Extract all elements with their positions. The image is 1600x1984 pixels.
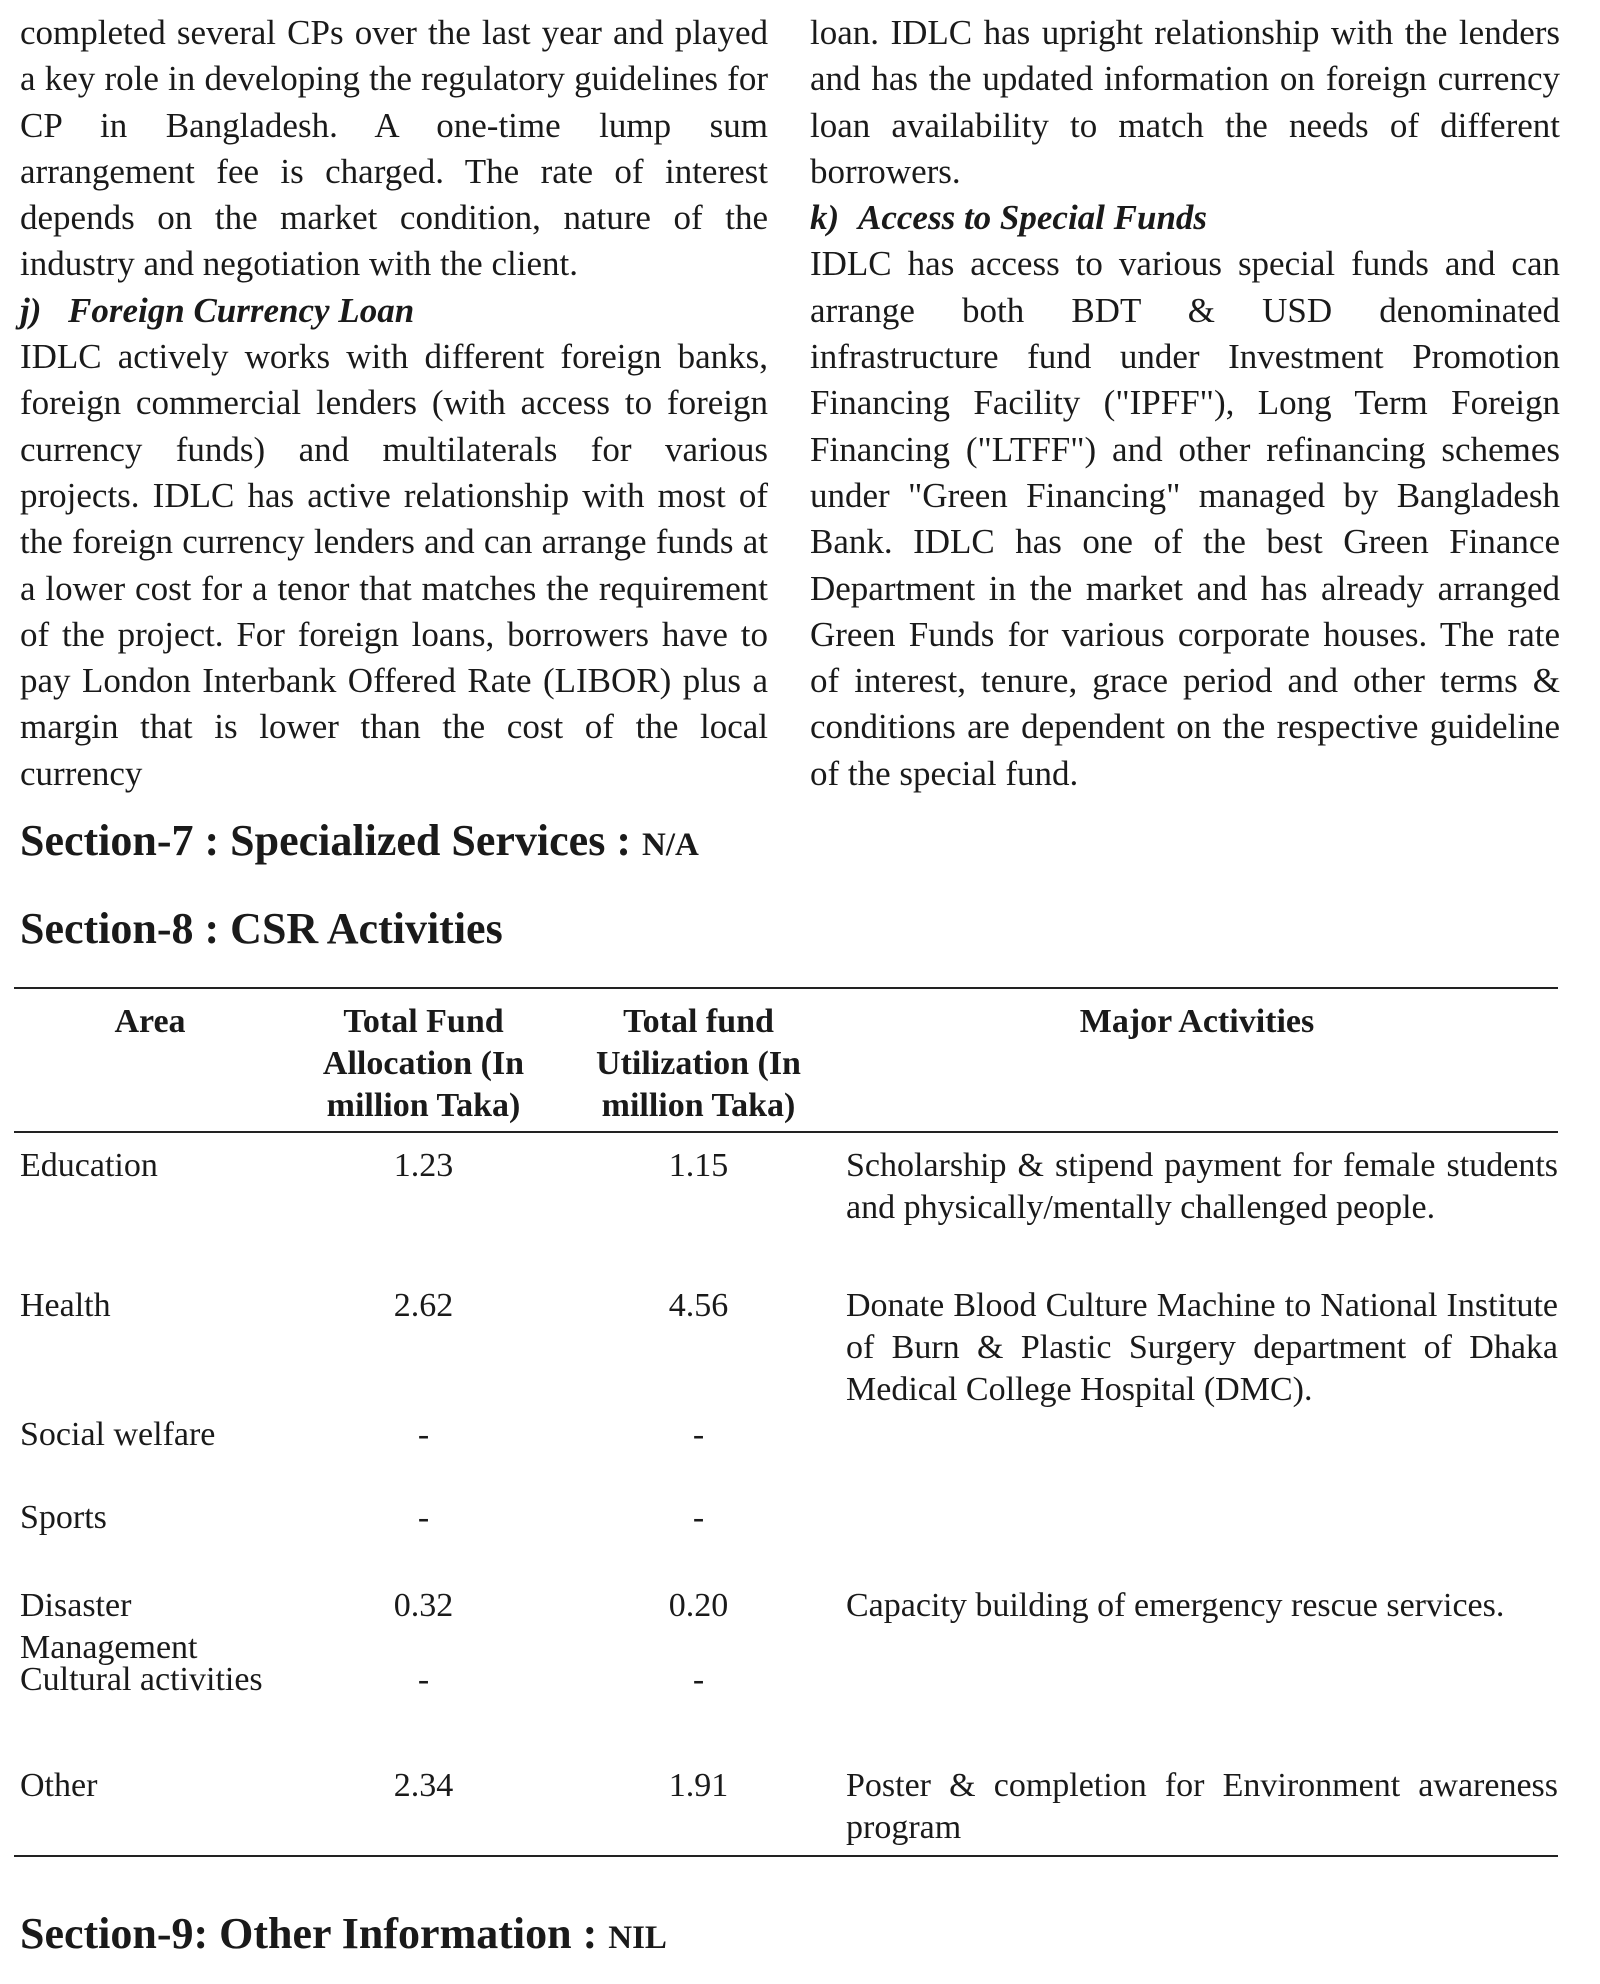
section-9-title: Section-9: Other Information : xyxy=(20,1909,609,1958)
header-area: Area xyxy=(114,1003,186,1040)
table-row xyxy=(14,1414,1558,1497)
subsection-title: Foreign Currency Loan xyxy=(68,290,415,330)
cell-utilization: 1.91 xyxy=(668,1767,729,1804)
foreign-currency-loan-paragraph: IDLC actively works with different foreign banks, foreign commercial lenders (with access to foreign currency funds) and multilaterals for various projects. IDLC has active relationship with most of the foreign currency lenders and can arrange funds at a lower cost for a tenor that matches the requirement of the project. For foreign loans, borrowers have to pay London Interbank Offered Rate (LIBOR) plus a margin that is lower than the cost of the local currency xyxy=(20,337,768,793)
cell-allocation: 2.62 xyxy=(393,1287,454,1324)
cell-allocation: - xyxy=(417,1661,430,1698)
cp-continuation-paragraph: completed several CPs over the last year and played a key role in developing the regulatory guidelines for CP in Bangladesh. A one-time lump sum arrangement fee is charged. The rate of interest depends on the market condition, nature of the industry and negotiation with the client. xyxy=(20,13,768,284)
cell-activities: Donate Blood Culture Machine to National Institute of Burn & Plastic Surgery department of Dhaka Medical College Hospital (DMC). xyxy=(846,1287,1558,1408)
table-row xyxy=(14,1497,1558,1585)
section-9-heading xyxy=(20,1909,667,1958)
cell-area: Cultural activities xyxy=(20,1661,263,1698)
cell-utilization: 1.15 xyxy=(668,1147,729,1184)
right-text-column xyxy=(810,10,1560,797)
csr-activities-table xyxy=(14,987,1558,1857)
section-9-value: NIL xyxy=(608,1920,667,1956)
header-major-activities: Major Activities xyxy=(1079,1003,1315,1040)
cell-activities: Poster & completion for Environment awareness program xyxy=(846,1767,1558,1846)
table-row xyxy=(14,1285,1558,1414)
cell-allocation: - xyxy=(417,1499,430,1536)
cell-allocation: 1.23 xyxy=(393,1147,454,1184)
special-funds-heading xyxy=(810,195,1560,241)
cell-activities xyxy=(836,1659,1558,1765)
cell-activities: Capacity building of emergency rescue services. xyxy=(846,1587,1505,1624)
section-7-title: Section-7 : Specialized Services : xyxy=(20,816,642,865)
table-row xyxy=(14,1133,1558,1285)
cell-area: Health xyxy=(20,1287,111,1324)
subsection-title: Access to Special Funds xyxy=(858,198,1208,238)
table-row xyxy=(14,1659,1558,1765)
cell-allocation: 0.32 xyxy=(393,1587,454,1624)
special-funds-paragraph: IDLC has access to various special funds and can arrange both BDT & USD denominated infrastructure fund under Investment Promotion Financing Facility ("IPFF"), Long Term Foreign Financing ("LTFF") and other refinancing schemes under "Green Financing" managed by Bangladesh Bank. IDLC has one of the best Green Finance Department in the market and has already arranged Green Funds for various corporate houses. The rate of interest, tenure, grace period and other terms & conditions are dependent on the respective guideline of the special fund. xyxy=(810,244,1560,793)
cell-area: Sports xyxy=(20,1499,107,1536)
cell-activities xyxy=(836,1497,1558,1585)
foreign-currency-loan-heading xyxy=(20,288,768,334)
subsection-label-k: k) xyxy=(810,198,840,238)
cell-area: Disaster Management xyxy=(20,1587,198,1666)
header-fund-allocation: Total Fund Allocation (In million Taka) xyxy=(322,1003,525,1124)
cell-area: Education xyxy=(20,1147,158,1184)
table-header-row xyxy=(14,989,1558,1133)
cell-activities: Scholarship & stipend payment for female students and physically/mentally challenged people. xyxy=(846,1147,1558,1226)
header-fund-utilization: Total fund Utilization (In million Taka) xyxy=(596,1003,801,1124)
cell-allocation: 2.34 xyxy=(393,1767,454,1804)
cell-utilization: 4.56 xyxy=(668,1287,729,1324)
section-7-heading xyxy=(20,816,699,865)
table-row xyxy=(14,1585,1558,1666)
subsection-label-j: j) xyxy=(20,290,42,330)
cell-area: Social welfare xyxy=(20,1416,216,1453)
cell-activities xyxy=(836,1414,1558,1497)
foreign-loan-continuation-paragraph: loan. IDLC has upright relationship with the lenders and has the updated information on foreign currency loan availability to match the needs of different borrowers. xyxy=(810,13,1560,191)
cell-utilization: - xyxy=(692,1416,705,1453)
cell-utilization: 0.20 xyxy=(668,1587,729,1624)
cell-allocation: - xyxy=(417,1416,430,1453)
cell-utilization: - xyxy=(692,1499,705,1536)
cell-utilization: - xyxy=(692,1661,705,1698)
section-8-title: Section-8 : CSR Activities xyxy=(20,904,503,953)
cell-area: Other xyxy=(20,1767,98,1804)
left-text-column xyxy=(20,10,768,797)
table-row xyxy=(14,1765,1558,1855)
section-7-value: N/A xyxy=(641,827,699,863)
section-8-heading xyxy=(20,904,503,953)
